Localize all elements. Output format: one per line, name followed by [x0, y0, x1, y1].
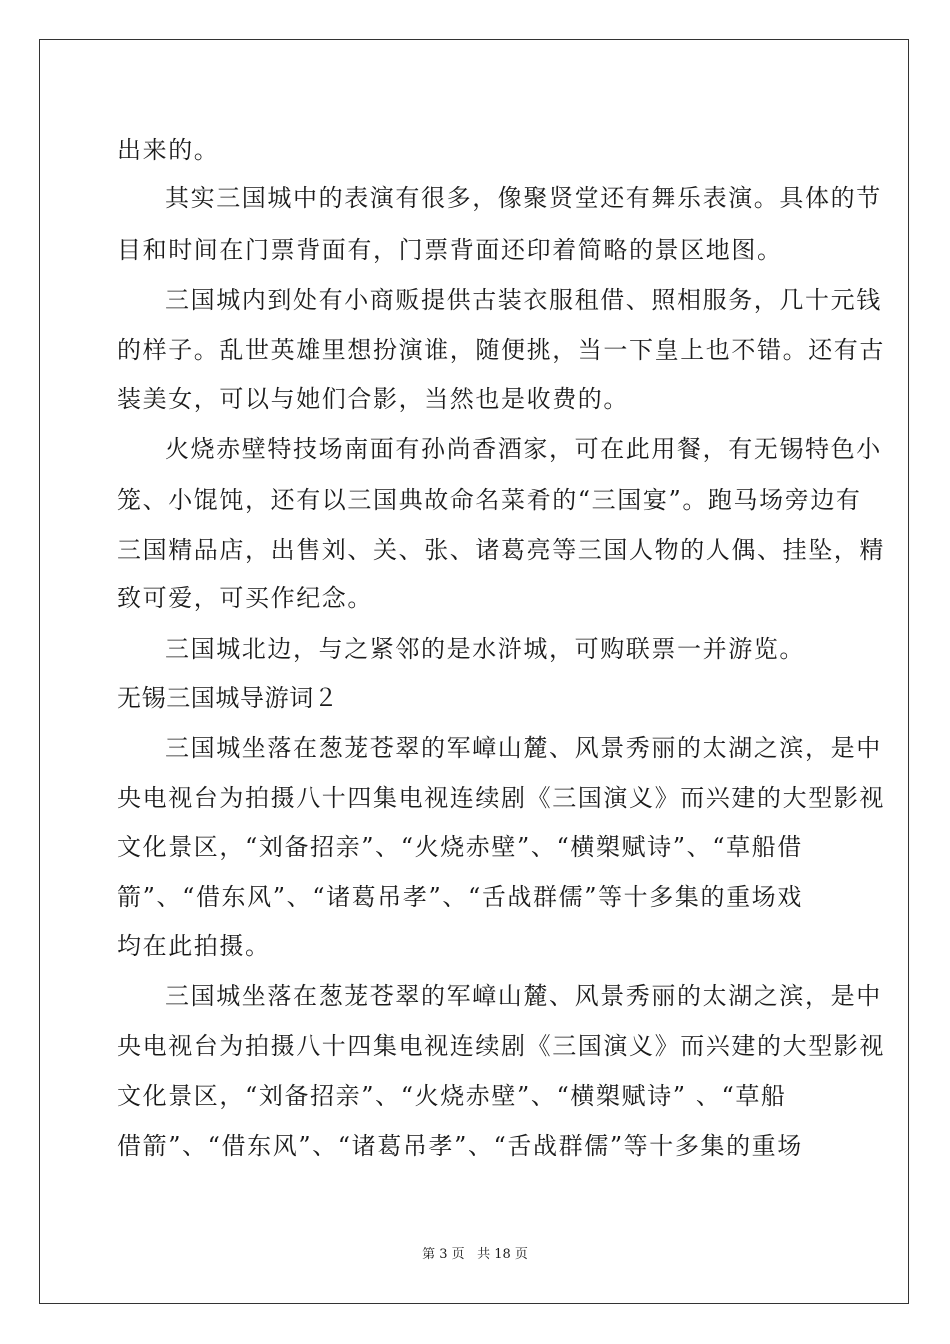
text-line: 笼、小馄饨，还有以三国典故命名菜肴的“三国宴”。跑马场旁边有 — [117, 486, 862, 514]
page-border — [39, 39, 909, 1304]
text-line: 均在此拍摄。 — [117, 932, 271, 960]
text-line: 文化景区，“刘备招亲”、“火烧赤壁”、“横槊赋诗” 、“草船 — [117, 1082, 787, 1110]
text-line: 三国城内到处有小商贩提供古装衣服租借、照相服务，几十元钱 — [165, 286, 882, 314]
text-line: 箭”、“借东风”、“诸葛吊孝”、“舌战群儒”等十多集的重场戏 — [117, 883, 803, 911]
text-line: 的样子。乱世英雄里想扮演谁，随便挑，当一下皇上也不错。还有古 — [117, 336, 885, 364]
text-line: 文化景区，“刘备招亲”、“火烧赤壁”、“横槊赋诗”、“草船借 — [117, 833, 803, 861]
text-line: 目和时间在门票背面有，门票背面还印着简略的景区地图。 — [117, 236, 783, 264]
text-line: 火烧赤壁特技场南面有孙尚香酒家，可在此用餐，有无锡特色小 — [165, 435, 882, 463]
page-footer — [0, 1247, 950, 1263]
text-line: 致可爱，可买作纪念。 — [117, 584, 373, 612]
text-line: 央电视台为拍摄八十四集电视连续剧《三国演义》而兴建的大型影视 — [117, 784, 885, 812]
text-line: 借箭”、“借东风”、“诸葛吊孝”、“舌战群儒”等十多集的重场 — [117, 1132, 803, 1160]
text-line: 三国精品店，出售刘、关、张、诸葛亮等三国人物的人偶、挂坠，精 — [117, 536, 885, 564]
text-line: 其实三国城中的表演有很多，像聚贤堂还有舞乐表演。具体的节 — [165, 184, 882, 212]
text-line: 央电视台为拍摄八十四集电视连续剧《三国演义》而兴建的大型影视 — [117, 1032, 885, 1060]
text-line: 三国城北边，与之紧邻的是水浒城，可购联票一并游览。 — [165, 635, 805, 663]
page-number: 第 3 页 — [422, 1247, 465, 1262]
text-line: 出来的。 — [117, 136, 220, 164]
text-line: 三国城坐落在葱茏苍翠的军嶂山麓、风景秀丽的太湖之滨，是中 — [165, 734, 882, 762]
page-total: 共 18 页 — [477, 1247, 528, 1262]
section-heading: 无锡三国城导游词２ — [117, 684, 339, 712]
text-line: 三国城坐落在葱茏苍翠的军嶂山麓、风景秀丽的太湖之滨，是中 — [165, 982, 882, 1010]
text-line: 装美女，可以与她们合影，当然也是收费的。 — [117, 385, 629, 413]
